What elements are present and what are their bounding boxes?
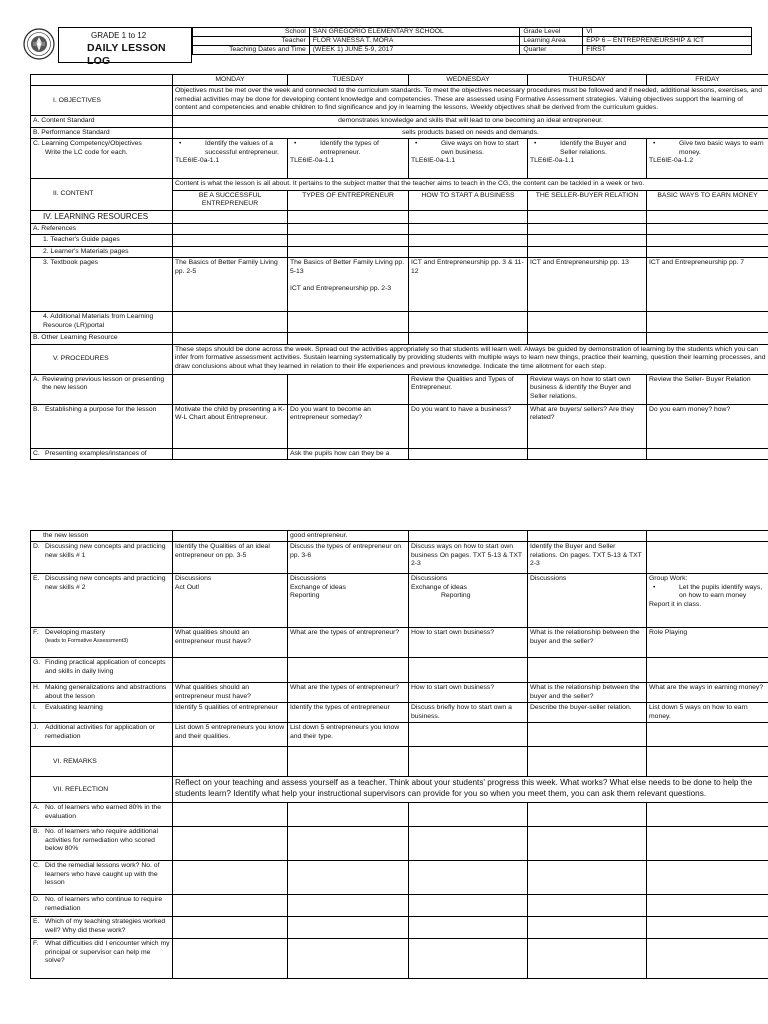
content-label: II. CONTENT — [31, 179, 173, 210]
lc-code: TLE6IE-0a-1.1 — [411, 157, 456, 165]
reflection-c-label: C. Did the remedial lessons work? No. of learners who have caught up with the lesson — [31, 861, 173, 895]
reflection-note: Reflect on your teaching and assess yourself as a teacher. Think about your students' progress this week. What works? What else needs to be done to help the students learn? Identify what help your instructional supervisors can provide for you so when you meet them, you can ask them relevant questions. — [173, 777, 768, 803]
procedure-b-thursday: What are buyers/ sellers? Are they related? — [528, 404, 647, 448]
procedure-f-tuesday: What are the types of entrepreneur? — [288, 628, 409, 658]
competency-friday: • Give two basic ways to earn money. TLE6IE-0a-1.2 — [647, 139, 768, 179]
lc-code: TLE6IE-0a-1.1 — [175, 157, 220, 165]
learning-area-value: EPP 6 – ENTREPRENEURSHIP & ICT — [583, 37, 752, 46]
procedure-j-label: J. Additional activities for application or remediation — [31, 723, 173, 747]
competency-monday: • Identify the values of a successful entrepreneur. TLE6IE-0a-1.1 — [173, 139, 288, 179]
page-two — [0, 522, 768, 1024]
procedure-f-label: F. Developing mastery (leads to Formative Assessment3) — [31, 628, 173, 658]
procedure-e-label: E. Discussing new concepts and practicing new skills # 2 — [31, 574, 173, 628]
textbook-wednesday: ICT and Entrepreneurship pp. 3 & 11-12 — [409, 258, 528, 312]
topic-wednesday: HOW TO START A BUSINESS — [409, 190, 528, 210]
procedure-b-wednesday: Do you want to have a business? — [409, 404, 528, 448]
procedure-a-wednesday: Review the Qualities and Types of Entrepreneur. — [409, 374, 528, 404]
topic-tuesday: TYPES OF ENTREPRENEUR — [288, 190, 409, 210]
reflection-e-label: E. Which of my teaching strategies worked well? Why did these work? — [31, 917, 173, 939]
procedure-g-label: G. Finding practical application of concepts and skills in daily living — [31, 658, 173, 683]
log-title-box — [58, 27, 192, 67]
procedure-e-friday: Group Work: • Let the pupils identify ways, on how to earn money Report it in class. — [647, 574, 768, 628]
procedure-d-tuesday: Discuss the types of entrepreneur on pp. 3-6 — [288, 542, 409, 574]
procedure-e-tuesday: Discussions Exchange of ideas Reporting — [288, 574, 409, 628]
content-standard: demonstrates knowledge and skills that will lead to one becoming an ideal entrepreneur. — [173, 116, 768, 127]
log-title: DAILY LESSON LOG — [87, 42, 166, 67]
school-value: SAN GREGORIO ELEMENTARY SCHOOL — [309, 28, 520, 37]
procedures-label: V. PROCEDURES — [31, 344, 173, 374]
dates-label: Teaching Dates and Time — [193, 46, 310, 55]
quarter-value: FIRST — [583, 46, 752, 55]
procedure-h-thursday: What is the relationship between the buyer and the seller? — [528, 683, 647, 703]
procedure-c-label: C. Presenting examples/instances of — [31, 448, 173, 459]
lc-code: TLE6IE-0a-1.1 — [530, 157, 575, 165]
procedure-a-label: A. Reviewing previous lesson or presenting the new lesson — [31, 374, 173, 404]
procedure-i-thursday: Describe the buyer-seller relation. — [528, 703, 647, 723]
remarks-label: VI. REMARKS — [31, 747, 173, 777]
textbook-tuesday: The Basics of Better Family Living pp. 5-13 ICT and Entrepreneurship pp. 2-3 — [288, 258, 409, 312]
topic-monday: BE A SUCCESSFUL ENTREPRENEUR — [173, 190, 288, 210]
teachers-guide-label: 1. Teacher's Guide pages — [31, 235, 173, 246]
teacher-value: FLOR VANESSA T. MORA — [309, 37, 520, 46]
procedure-h-friday: What are the ways in earning money? — [647, 683, 768, 703]
procedure-f-wednesday: How to start own business? — [409, 628, 528, 658]
reflection-label: VII. REFLECTION — [31, 777, 173, 803]
procedure-c-label-cont: the new lesson — [31, 531, 173, 542]
content-standard-label: A. Content Standard — [31, 116, 173, 127]
day-header-wednesday: WEDNESDAY — [409, 75, 528, 86]
learning-area-label: Learning Area — [520, 37, 583, 46]
procedure-h-monday: What qualities should an entrepreneur must have? — [173, 683, 288, 703]
procedure-e-wednesday: Discussions Exchange of ideas Reporting — [409, 574, 528, 628]
textbook-monday: The Basics of Better Family Living pp. 2-5 — [173, 258, 288, 312]
reflection-f-label: F. What difficulties did I encounter which my principal or supervisor can help me solve? — [31, 939, 173, 979]
procedure-i-label: I. Evaluating learning — [31, 703, 173, 723]
page-gap — [0, 478, 768, 522]
procedures-note: These steps should be done across the week. Spread out the activities appropriately so that students will learn well. Always be guided by demonstration of learning by the students which you can infer from formative assessment activities. Sustain learning systematically by providing students with multiple ways to learn new things, practice their learning, question their learning processes, and draw conclusions about what they learned in relation to their life experiences and previous knowledge. Indicate the time allotment for each step. — [173, 344, 768, 374]
procedure-j-monday: List down 5 entrepreneurs you know and their qualities. — [173, 723, 288, 747]
dates-value: (WEEK 1) JUNE 5-9, 2017 — [309, 46, 520, 55]
grade-level-value: VI — [583, 28, 752, 37]
procedure-f-friday: Role Playing — [647, 628, 768, 658]
procedure-b-label: B. Establishing a purpose for the lesson — [31, 404, 173, 448]
procedure-j-tuesday: List down 5 entrepreneurs you know and their type. — [288, 723, 409, 747]
additional-materials-label: 4. Additional Materials from Learning Resource (LR)portal — [31, 312, 173, 333]
performance-standard: sells products based on needs and demands. — [173, 127, 768, 138]
resources-label: IV. LEARNING RESOURCES — [31, 210, 173, 223]
procedure-e-monday: Discussions Act Out! — [173, 574, 288, 628]
reflection-a-label: A. No. of learners who earned 80% in the evaluation — [31, 803, 173, 827]
competency-label: C. Learning Competency/Objectives Write the LC code for each. — [31, 139, 173, 179]
content-note: Content is what the lesson is all about. It pertains to the subject matter that the teacher aims to teach in the CG, the content can be tackled in a week or two. — [173, 179, 768, 190]
procedure-i-friday: List down 5 ways on how to earn money. — [647, 703, 768, 723]
lesson-table-page-one — [30, 74, 768, 460]
competency-wednesday: • Give ways on how to start own business. TLE6IE-0a-1.1 — [409, 139, 528, 179]
teacher-label: Teacher — [193, 37, 310, 46]
procedure-e-thursday: Discussions — [528, 574, 647, 628]
school-label: School — [193, 28, 310, 37]
textbook-label: 3. Textbook pages — [31, 258, 173, 312]
procedure-h-label: H. Making generalizations and abstractions about the lesson — [31, 683, 173, 703]
topic-friday: BASIC WAYS TO EARN MONEY — [647, 190, 768, 210]
procedure-b-friday: Do you earn money? how? — [647, 404, 768, 448]
references-label: A. References — [31, 223, 173, 234]
learners-materials-label: 2. Learner's Materials pages — [31, 246, 173, 257]
performance-standard-label: B. Performance Standard — [31, 127, 173, 138]
procedure-d-thursday: Identify the Buyer and Seller relations. On pages. TXT 5-13 & TXT 2-3 — [528, 542, 647, 574]
day-header-tuesday: TUESDAY — [288, 75, 409, 86]
textbook-friday: ICT and Entrepreneurship pp. 7 — [647, 258, 768, 312]
reflection-d-label: D. No. of learners who continue to require remediation — [31, 895, 173, 917]
procedure-d-monday: Identify the Qualities of an ideal entrepreneur on pp. 3-5 — [173, 542, 288, 574]
deped-seal-icon — [23, 28, 55, 60]
page-one — [0, 0, 768, 478]
competency-tuesday: • Identify the types of entrepreneur. TLE6IE-0a-1.1 — [288, 139, 409, 179]
procedure-i-monday: Identify 5 qualities of entrepreneur — [173, 703, 288, 723]
lc-code: TLE6IE-0a-1.2 — [649, 157, 694, 165]
procedure-a-thursday: Review ways on how to start own business & identify the Buyer and Seller relations. — [528, 374, 647, 404]
reflection-b-label: B. No. of learners who require additional activities for remediation who scored below 80% — [31, 827, 173, 861]
log-header — [20, 27, 752, 67]
procedure-c-tuesday: Ask the pupils how can they be a — [288, 448, 409, 459]
day-header-thursday: THURSDAY — [528, 75, 647, 86]
procedure-f-monday: What qualities should an entrepreneur must have? — [173, 628, 288, 658]
procedure-h-tuesday: What are the types of entrepreneur? — [288, 683, 409, 703]
topic-thursday: THE SELLER-BUYER RELATION — [528, 190, 647, 210]
procedure-a-friday: Review the Seller- Buyer Relation — [647, 374, 768, 404]
textbook-thursday: ICT and Entrepreneurship pp. 13 — [528, 258, 647, 312]
lesson-table-page-two — [30, 530, 768, 979]
day-header-friday: FRIDAY — [647, 75, 768, 86]
procedure-f-thursday: What is the relationship between the buyer and the seller? — [528, 628, 647, 658]
objectives-note: Objectives must be met over the week and connected to the curriculum standards. To meet the objectives necessary procedures must be followed and if needed, additional lessons, exercises, and remedial activities may be done for developing content knowledge and competencies. These are assessed using Formative Assessment strategies. Valuing objectives support the learning of content and competencies and enable children to find significance and joy in learning the lessons. Weekly objectives shall be derived from the curriculum guides. — [173, 86, 768, 116]
quarter-label: Quarter — [520, 46, 583, 55]
lc-code: TLE6IE-0a-1.1 — [290, 157, 335, 165]
procedure-d-wednesday: Discuss ways on how to start own business On pages. TXT 5-13 & TXT 2-3 — [409, 542, 528, 574]
objectives-label: I. OBJECTIVES — [31, 86, 173, 116]
procedure-i-tuesday: Identify the types of entrepreneur — [288, 703, 409, 723]
meta-table — [192, 27, 752, 55]
competency-thursday: • Identify the Buyer and Seller relations. TLE6IE-0a-1.1 — [528, 139, 647, 179]
procedure-h-wednesday: How to start own business? — [409, 683, 528, 703]
procedure-d-label: D. Discussing new concepts and practicing new skills # 1 — [31, 542, 173, 574]
grade-level-label: Grade Level — [520, 28, 583, 37]
procedure-i-wednesday: Discuss briefly how to start own a business. — [409, 703, 528, 723]
other-resource-label: B. Other Learning Resource — [31, 333, 173, 344]
procedure-c-tuesday-cont: good entrepreneur. — [288, 531, 409, 542]
procedure-b-tuesday: Do you want to become an entrepreneur someday? — [288, 404, 409, 448]
procedure-b-monday: Motivate the child by presenting a K-W-L Chart about Entrepreneur. — [173, 404, 288, 448]
day-header-monday: MONDAY — [173, 75, 288, 86]
grade-range: GRADE 1 to 12 — [91, 31, 147, 40]
